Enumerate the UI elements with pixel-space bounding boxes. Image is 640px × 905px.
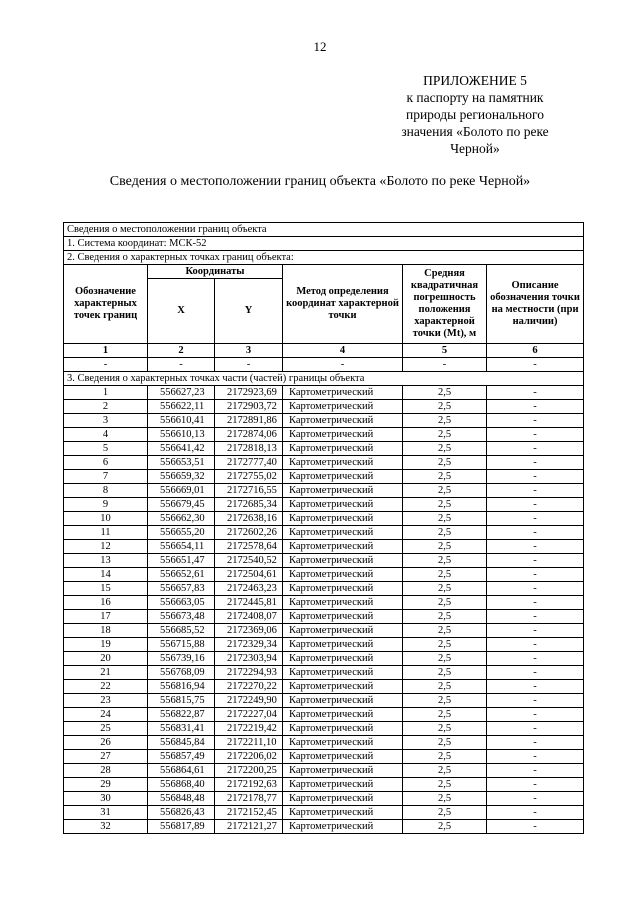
appendix-line: к паспорту на памятник (406, 90, 544, 105)
error-cell: 2,5 (403, 652, 487, 666)
description-cell: - (487, 792, 584, 806)
point-number-cell: 10 (64, 512, 148, 526)
error-cell: 2,5 (403, 442, 487, 456)
table-row (64, 498, 584, 512)
table-row (64, 554, 584, 568)
boundary-points-row: 2. Сведения о характерных точках границ объекта: (64, 251, 584, 265)
method-cell: Картометрический (283, 568, 403, 582)
y-coordinate-cell: 2172178,77 (215, 792, 283, 806)
y-coordinate-cell: 2172152,45 (215, 806, 283, 820)
x-coordinate-cell: 556857,49 (148, 750, 215, 764)
point-number-cell: 6 (64, 456, 148, 470)
method-cell: Картометрический (283, 596, 403, 610)
method-cell: Картометрический (283, 806, 403, 820)
error-cell: 2,5 (403, 806, 487, 820)
y-coordinate-cell: 2172540,52 (215, 554, 283, 568)
x-coordinate-cell: 556715,88 (148, 638, 215, 652)
error-cell: 2,5 (403, 512, 487, 526)
error-cell: 2,5 (403, 470, 487, 484)
description-cell: - (487, 554, 584, 568)
x-coordinate-cell: 556622,11 (148, 400, 215, 414)
appendix-line: Черной» (450, 141, 500, 156)
x-coordinate-cell: 556673,48 (148, 610, 215, 624)
y-coordinate-cell: 2172777,40 (215, 456, 283, 470)
y-coordinate-cell: 2172755,02 (215, 470, 283, 484)
x-coordinate-cell: 556655,20 (148, 526, 215, 540)
header-error: Средняя квадратичная погрешность положения характерной точки (Mt), м (403, 265, 487, 344)
error-cell: 2,5 (403, 722, 487, 736)
method-cell: Картометрический (283, 666, 403, 680)
error-cell: 2,5 (403, 638, 487, 652)
table-row (64, 470, 584, 484)
error-cell: 2,5 (403, 386, 487, 400)
description-cell: - (487, 624, 584, 638)
method-cell: Картометрический (283, 750, 403, 764)
description-cell: - (487, 596, 584, 610)
x-coordinate-cell: 556651,47 (148, 554, 215, 568)
error-cell: 2,5 (403, 582, 487, 596)
method-cell: Картометрический (283, 456, 403, 470)
error-cell: 2,5 (403, 764, 487, 778)
point-number-cell: 15 (64, 582, 148, 596)
header-coordinates: Координаты (148, 265, 283, 279)
x-coordinate-cell: 556831,41 (148, 722, 215, 736)
point-number-cell: 17 (64, 610, 148, 624)
point-number-cell: 12 (64, 540, 148, 554)
method-cell: Картометрический (283, 582, 403, 596)
method-cell: Картометрический (283, 484, 403, 498)
table-row (64, 484, 584, 498)
method-cell: Картометрический (283, 708, 403, 722)
y-coordinate-cell: 2172206,02 (215, 750, 283, 764)
table-row (64, 624, 584, 638)
method-cell: Картометрический (283, 820, 403, 834)
description-cell: - (487, 638, 584, 652)
point-number-cell: 18 (64, 624, 148, 638)
y-coordinate-cell: 2172504,61 (215, 568, 283, 582)
method-cell: Картометрический (283, 526, 403, 540)
error-cell: 2,5 (403, 568, 487, 582)
error-cell: 2,5 (403, 792, 487, 806)
table-row (64, 428, 584, 442)
point-number-cell: 8 (64, 484, 148, 498)
x-coordinate-cell: 556864,61 (148, 764, 215, 778)
description-cell: - (487, 806, 584, 820)
error-cell: 2,5 (403, 680, 487, 694)
description-cell: - (487, 414, 584, 428)
description-cell: - (487, 694, 584, 708)
x-coordinate-cell: 556662,30 (148, 512, 215, 526)
error-cell: 2,5 (403, 400, 487, 414)
method-cell: Картометрический (283, 694, 403, 708)
description-cell: - (487, 456, 584, 470)
table-row (64, 568, 584, 582)
x-coordinate-cell: 556652,61 (148, 568, 215, 582)
x-coordinate-cell: 556817,89 (148, 820, 215, 834)
x-coordinate-cell: 556816,94 (148, 680, 215, 694)
document-title: Сведения о местоположении границ объекта «Болото по реке Черной» (109, 174, 531, 189)
empty-cell: - (487, 358, 584, 372)
column-number: 3 (215, 344, 283, 358)
column-number: 5 (403, 344, 487, 358)
x-coordinate-cell: 556610,41 (148, 414, 215, 428)
point-number-cell: 3 (64, 414, 148, 428)
x-coordinate-cell: 556815,75 (148, 694, 215, 708)
error-cell: 2,5 (403, 708, 487, 722)
error-cell: 2,5 (403, 750, 487, 764)
table-row (64, 806, 584, 820)
table-row (64, 638, 584, 652)
y-coordinate-cell: 2172227,04 (215, 708, 283, 722)
error-cell: 2,5 (403, 526, 487, 540)
error-cell: 2,5 (403, 596, 487, 610)
y-coordinate-cell: 2172294,93 (215, 666, 283, 680)
x-coordinate-cell: 556610,13 (148, 428, 215, 442)
y-coordinate-cell: 2172329,34 (215, 638, 283, 652)
x-coordinate-cell: 556679,45 (148, 498, 215, 512)
empty-cell: - (403, 358, 487, 372)
x-coordinate-cell: 556641,42 (148, 442, 215, 456)
table-row (64, 778, 584, 792)
point-number-cell: 31 (64, 806, 148, 820)
section-header: Сведения о местоположении границ объекта (64, 223, 584, 237)
table-row (64, 512, 584, 526)
point-number-cell: 4 (64, 428, 148, 442)
point-number-cell: 25 (64, 722, 148, 736)
description-cell: - (487, 582, 584, 596)
point-number-cell: 1 (64, 386, 148, 400)
x-coordinate-cell: 556822,87 (148, 708, 215, 722)
y-coordinate-cell: 2172249,90 (215, 694, 283, 708)
method-cell: Картометрический (283, 442, 403, 456)
appendix-heading (380, 72, 570, 157)
y-coordinate-cell: 2172408,07 (215, 610, 283, 624)
method-cell: Картометрический (283, 400, 403, 414)
y-coordinate-cell: 2172219,42 (215, 722, 283, 736)
table-row (64, 610, 584, 624)
x-coordinate-cell: 556663,05 (148, 596, 215, 610)
description-cell: - (487, 708, 584, 722)
description-cell: - (487, 386, 584, 400)
method-cell: Картометрический (283, 764, 403, 778)
y-coordinate-cell: 2172818,13 (215, 442, 283, 456)
x-coordinate-cell: 556669,01 (148, 484, 215, 498)
error-cell: 2,5 (403, 456, 487, 470)
point-number-cell: 7 (64, 470, 148, 484)
description-cell: - (487, 428, 584, 442)
method-cell: Картометрический (283, 470, 403, 484)
header-description: Описание обозначения точки на местности (при наличии) (487, 265, 584, 344)
empty-cell: - (148, 358, 215, 372)
x-coordinate-cell: 556657,83 (148, 582, 215, 596)
description-cell: - (487, 470, 584, 484)
description-cell: - (487, 666, 584, 680)
error-cell: 2,5 (403, 624, 487, 638)
table-row (64, 722, 584, 736)
description-cell: - (487, 778, 584, 792)
table-row (64, 414, 584, 428)
empty-cell: - (283, 358, 403, 372)
method-cell: Картометрический (283, 386, 403, 400)
x-coordinate-cell: 556768,09 (148, 666, 215, 680)
description-cell: - (487, 736, 584, 750)
error-cell: 2,5 (403, 498, 487, 512)
table-row (64, 442, 584, 456)
description-cell: - (487, 568, 584, 582)
method-cell: Картометрический (283, 428, 403, 442)
table-row (64, 736, 584, 750)
method-cell: Картометрический (283, 512, 403, 526)
y-coordinate-cell: 2172638,16 (215, 512, 283, 526)
error-cell: 2,5 (403, 736, 487, 750)
x-coordinate-cell: 556739,16 (148, 652, 215, 666)
error-cell: 2,5 (403, 484, 487, 498)
method-cell: Картометрический (283, 624, 403, 638)
table-row (64, 764, 584, 778)
description-cell: - (487, 750, 584, 764)
point-number-cell: 30 (64, 792, 148, 806)
point-number-cell: 32 (64, 820, 148, 834)
method-cell: Картометрический (283, 652, 403, 666)
point-number-cell: 27 (64, 750, 148, 764)
x-coordinate-cell: 556848,48 (148, 792, 215, 806)
table-row (64, 386, 584, 400)
method-cell: Картометрический (283, 540, 403, 554)
point-number-cell: 5 (64, 442, 148, 456)
header-y: Y (215, 279, 283, 344)
method-cell: Картометрический (283, 498, 403, 512)
y-coordinate-cell: 2172270,22 (215, 680, 283, 694)
description-cell: - (487, 722, 584, 736)
table-row (64, 526, 584, 540)
boundary-points-table (63, 222, 584, 834)
column-number: 1 (64, 344, 148, 358)
appendix-line: природы регионального (405, 107, 545, 122)
point-number-cell: 13 (64, 554, 148, 568)
x-coordinate-cell: 556685,52 (148, 624, 215, 638)
error-cell: 2,5 (403, 554, 487, 568)
description-cell: - (487, 400, 584, 414)
method-cell: Картометрический (283, 736, 403, 750)
description-cell: - (487, 820, 584, 834)
page-number: 12 (313, 39, 327, 54)
y-coordinate-cell: 2172463,23 (215, 582, 283, 596)
table-row (64, 582, 584, 596)
point-number-cell: 21 (64, 666, 148, 680)
empty-cell: - (64, 358, 148, 372)
y-coordinate-cell: 2172716,55 (215, 484, 283, 498)
description-cell: - (487, 484, 584, 498)
empty-cell: - (215, 358, 283, 372)
error-cell: 2,5 (403, 820, 487, 834)
y-coordinate-cell: 2172903,72 (215, 400, 283, 414)
header-method: Метод определения координат характерной точки (283, 265, 403, 344)
description-cell: - (487, 610, 584, 624)
point-number-cell: 19 (64, 638, 148, 652)
method-cell: Картометрический (283, 414, 403, 428)
table-row (64, 400, 584, 414)
point-number-cell: 14 (64, 568, 148, 582)
method-cell: Картометрический (283, 792, 403, 806)
description-cell: - (487, 540, 584, 554)
point-number-cell: 9 (64, 498, 148, 512)
x-coordinate-cell: 556868,40 (148, 778, 215, 792)
error-cell: 2,5 (403, 778, 487, 792)
y-coordinate-cell: 2172445,81 (215, 596, 283, 610)
description-cell: - (487, 526, 584, 540)
x-coordinate-cell: 556654,11 (148, 540, 215, 554)
x-coordinate-cell: 556659,32 (148, 470, 215, 484)
coordinate-system-row: 1. Система координат: МСК-52 (64, 237, 584, 251)
point-number-cell: 20 (64, 652, 148, 666)
header-x: X (148, 279, 215, 344)
description-cell: - (487, 442, 584, 456)
y-coordinate-cell: 2172303,94 (215, 652, 283, 666)
y-coordinate-cell: 2172369,06 (215, 624, 283, 638)
point-number-cell: 23 (64, 694, 148, 708)
y-coordinate-cell: 2172891,86 (215, 414, 283, 428)
error-cell: 2,5 (403, 540, 487, 554)
table-row (64, 694, 584, 708)
point-number-cell: 22 (64, 680, 148, 694)
table-row (64, 540, 584, 554)
x-coordinate-cell: 556826,43 (148, 806, 215, 820)
column-number: 6 (487, 344, 584, 358)
y-coordinate-cell: 2172923,69 (215, 386, 283, 400)
point-number-cell: 28 (64, 764, 148, 778)
table-row (64, 680, 584, 694)
x-coordinate-cell: 556845,84 (148, 736, 215, 750)
boundary-parts-row: 3. Сведения о характерных точках части (частей) границы объекта (64, 372, 584, 386)
method-cell: Картометрический (283, 722, 403, 736)
error-cell: 2,5 (403, 428, 487, 442)
y-coordinate-cell: 2172602,26 (215, 526, 283, 540)
table-row (64, 596, 584, 610)
method-cell: Картометрический (283, 638, 403, 652)
column-number: 2 (148, 344, 215, 358)
point-number-cell: 29 (64, 778, 148, 792)
description-cell: - (487, 764, 584, 778)
method-cell: Картометрический (283, 680, 403, 694)
y-coordinate-cell: 2172192,63 (215, 778, 283, 792)
description-cell: - (487, 498, 584, 512)
x-coordinate-cell: 556653,51 (148, 456, 215, 470)
method-cell: Картометрический (283, 610, 403, 624)
column-number: 4 (283, 344, 403, 358)
table-row (64, 792, 584, 806)
table-row (64, 456, 584, 470)
description-cell: - (487, 512, 584, 526)
y-coordinate-cell: 2172121,27 (215, 820, 283, 834)
error-cell: 2,5 (403, 414, 487, 428)
point-number-cell: 11 (64, 526, 148, 540)
error-cell: 2,5 (403, 694, 487, 708)
description-cell: - (487, 652, 584, 666)
table-row (64, 820, 584, 834)
y-coordinate-cell: 2172685,34 (215, 498, 283, 512)
x-coordinate-cell: 556627,23 (148, 386, 215, 400)
y-coordinate-cell: 2172211,10 (215, 736, 283, 750)
table-row (64, 652, 584, 666)
point-number-cell: 24 (64, 708, 148, 722)
table-row (64, 750, 584, 764)
method-cell: Картометрический (283, 554, 403, 568)
point-number-cell: 16 (64, 596, 148, 610)
method-cell: Картометрический (283, 778, 403, 792)
point-number-cell: 26 (64, 736, 148, 750)
error-cell: 2,5 (403, 610, 487, 624)
point-number-cell: 2 (64, 400, 148, 414)
y-coordinate-cell: 2172200,25 (215, 764, 283, 778)
table-row (64, 708, 584, 722)
appendix-line: ПРИЛОЖЕНИЕ 5 (423, 73, 527, 88)
table-row (64, 666, 584, 680)
y-coordinate-cell: 2172874,06 (215, 428, 283, 442)
error-cell: 2,5 (403, 666, 487, 680)
description-cell: - (487, 680, 584, 694)
appendix-line: значения «Болото по реке (401, 124, 549, 139)
header-designation: Обозначение характерных точек границ (64, 265, 148, 344)
y-coordinate-cell: 2172578,64 (215, 540, 283, 554)
